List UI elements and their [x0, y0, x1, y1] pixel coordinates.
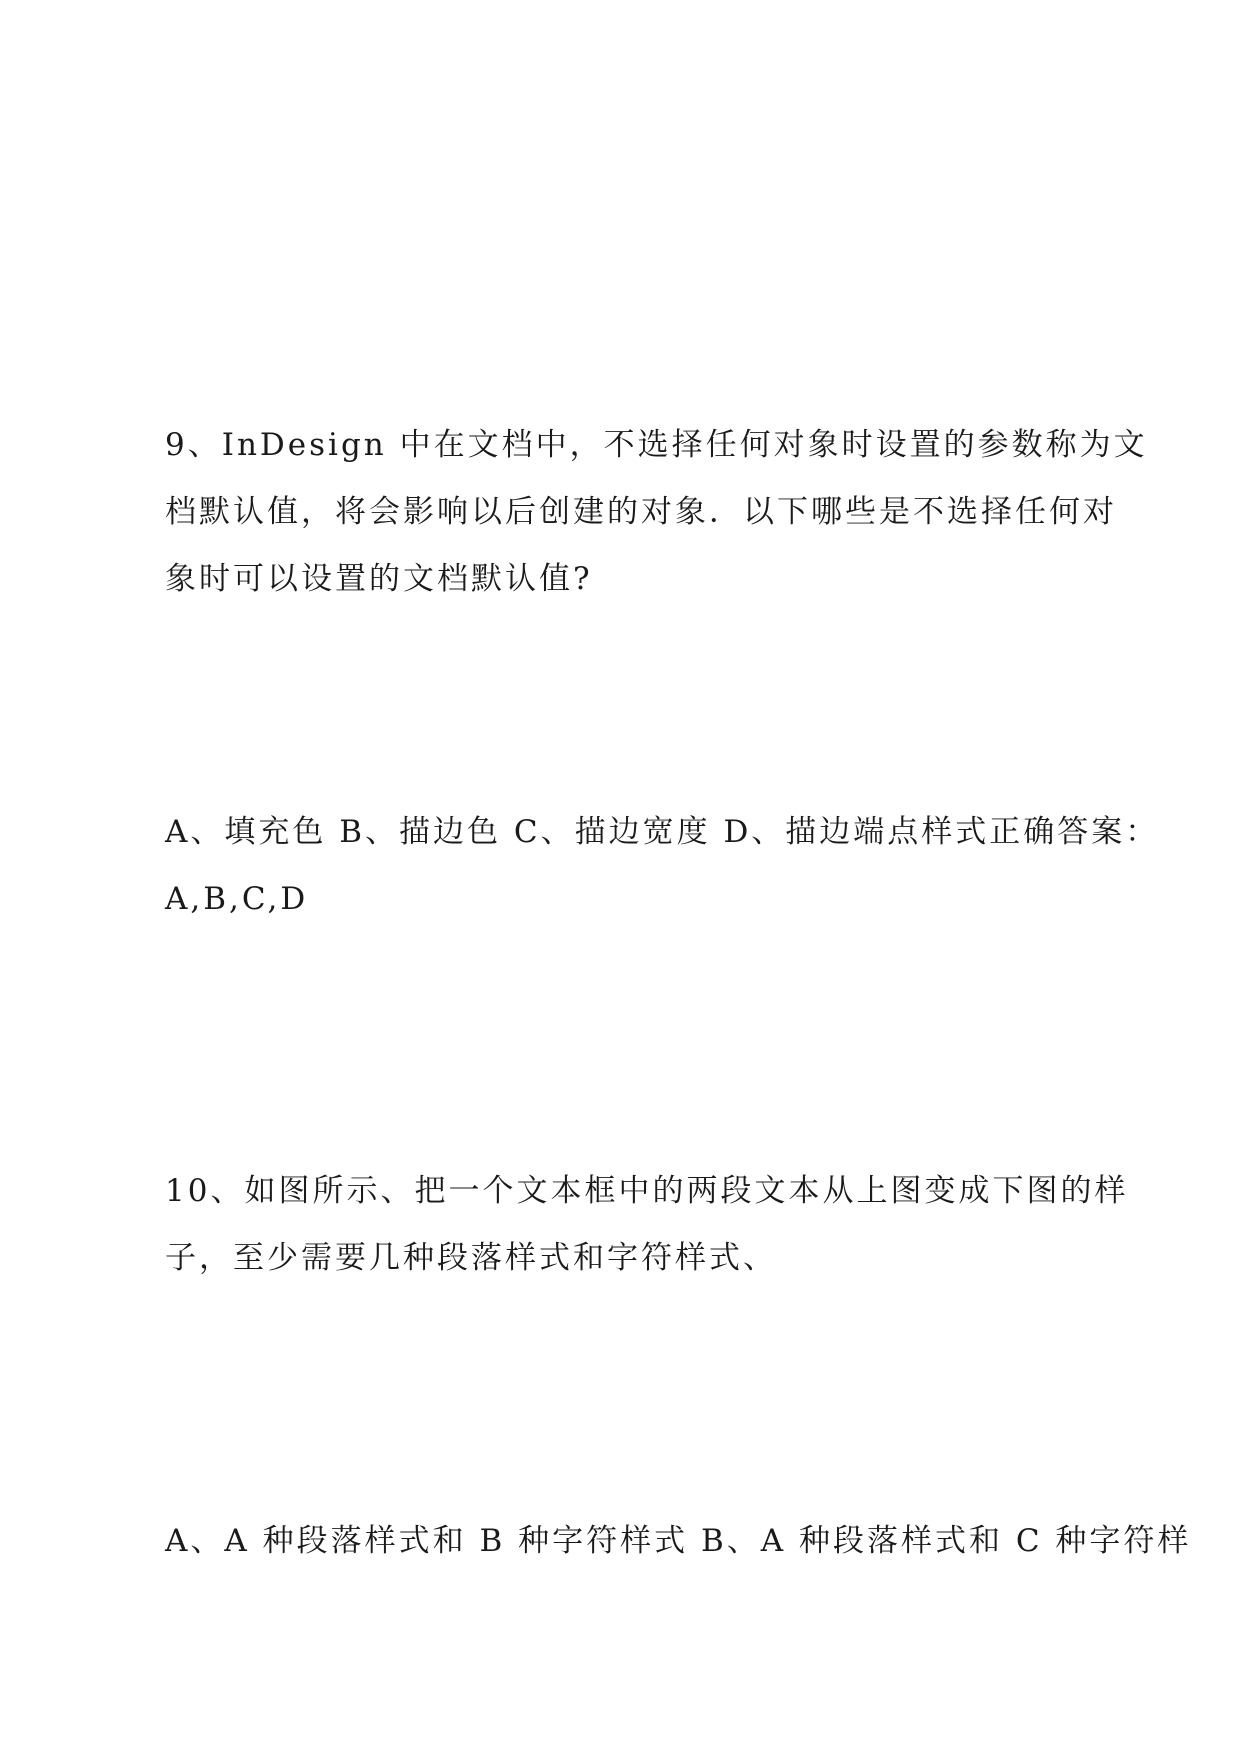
question-10-line: 子，至少需要几种段落样式和字符样式、 — [165, 1240, 777, 1276]
question-9 — [165, 412, 1148, 613]
question-9-options — [165, 799, 1160, 933]
question-9-options-line: A、填充色 B、描边色 C、描边宽度 D、描边端点样式正确答案： — [165, 814, 1160, 850]
question-9-line: 象时可以设置的文档默认值? — [165, 561, 593, 597]
question-10 — [165, 1158, 1129, 1292]
question-10-options — [165, 1508, 1192, 1575]
question-9-line: 9、InDesign 中在文档中，不选择任何对象时设置的参数称为文 — [165, 427, 1148, 463]
question-10-options-line: A、A 种段落样式和 B 种字符样式 B、A 种段落样式和 C 种字符样 — [165, 1523, 1192, 1559]
question-9-line: 档默认值，将会影响以后创建的对象．以下哪些是不选择任何对 — [165, 494, 1117, 530]
question-10-line: 10、如图所示、把一个文本框中的两段文本从上图变成下图的样 — [165, 1173, 1129, 1209]
question-9-answer-line: A,B,C,D — [165, 881, 309, 917]
